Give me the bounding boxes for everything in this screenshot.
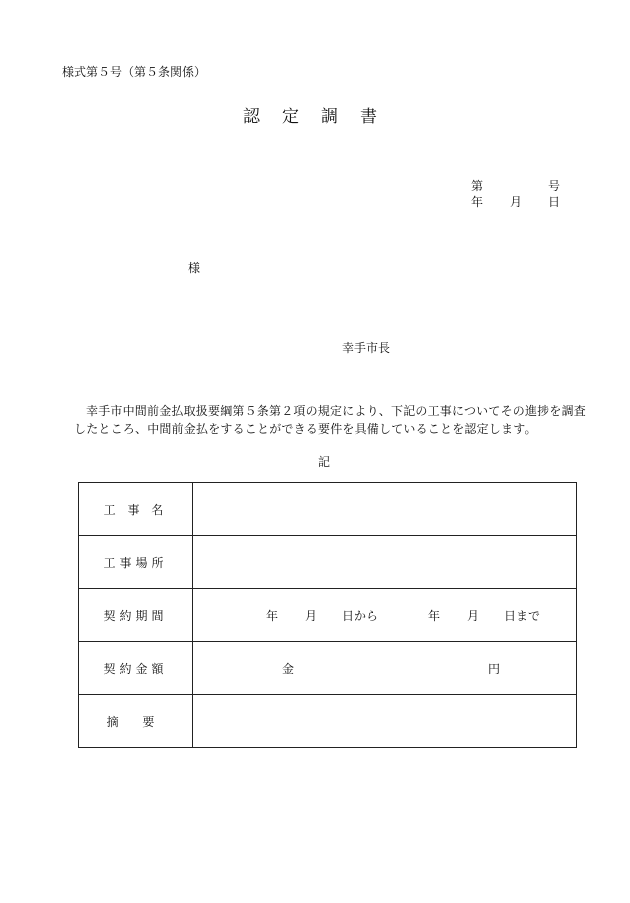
issuer-name: 幸手市長: [342, 341, 391, 355]
details-table: [78, 482, 577, 748]
amount-suffix: 円: [488, 662, 501, 676]
table-row: [79, 695, 577, 748]
period-start-year: 年: [266, 609, 279, 623]
contract-period-label: 契約期間: [79, 589, 193, 642]
number-prefix: 第: [471, 179, 484, 193]
table-row: [79, 642, 577, 695]
period-end-year: 年: [428, 609, 441, 623]
form-number: 様式第５号（第５条関係）: [62, 65, 207, 79]
date-month: 月: [510, 195, 523, 209]
document-title: 認定調書: [243, 107, 399, 127]
construction-name-label: 工 事 名: [79, 483, 193, 536]
table-row: [79, 483, 577, 536]
document-number-line: [471, 177, 560, 194]
amount-prefix: 金: [282, 662, 295, 676]
contract-amount-label: 契約金額: [79, 642, 193, 695]
construction-site-label: 工事場所: [79, 536, 193, 589]
construction-site-value: [193, 536, 577, 589]
remarks-label: 摘 要: [79, 695, 193, 748]
recipient-honorific: 様: [188, 261, 201, 275]
date-year: 年: [471, 195, 484, 209]
table-row: [79, 536, 577, 589]
contract-period-value: [193, 589, 577, 642]
number-suffix: 号: [548, 179, 561, 193]
date-day: 日: [548, 195, 561, 209]
document-date-line: [471, 193, 560, 210]
table-row: [79, 589, 577, 642]
contract-amount-value: [193, 642, 577, 695]
period-end-day: 日まで: [504, 609, 541, 623]
ki-heading: 記: [318, 455, 331, 469]
period-start-month: 月: [305, 609, 318, 623]
certification-statement: 幸手市中間前金払取扱要綱第５条第２項の規定により、下記の工事についてその進捗を調査したところ、中間前金払をすることができる要件を具備していることを認定します。: [74, 404, 586, 436]
construction-name-value: [193, 483, 577, 536]
period-start-day: 日から: [342, 609, 379, 623]
remarks-value: [193, 695, 577, 748]
period-end-month: 月: [467, 609, 480, 623]
